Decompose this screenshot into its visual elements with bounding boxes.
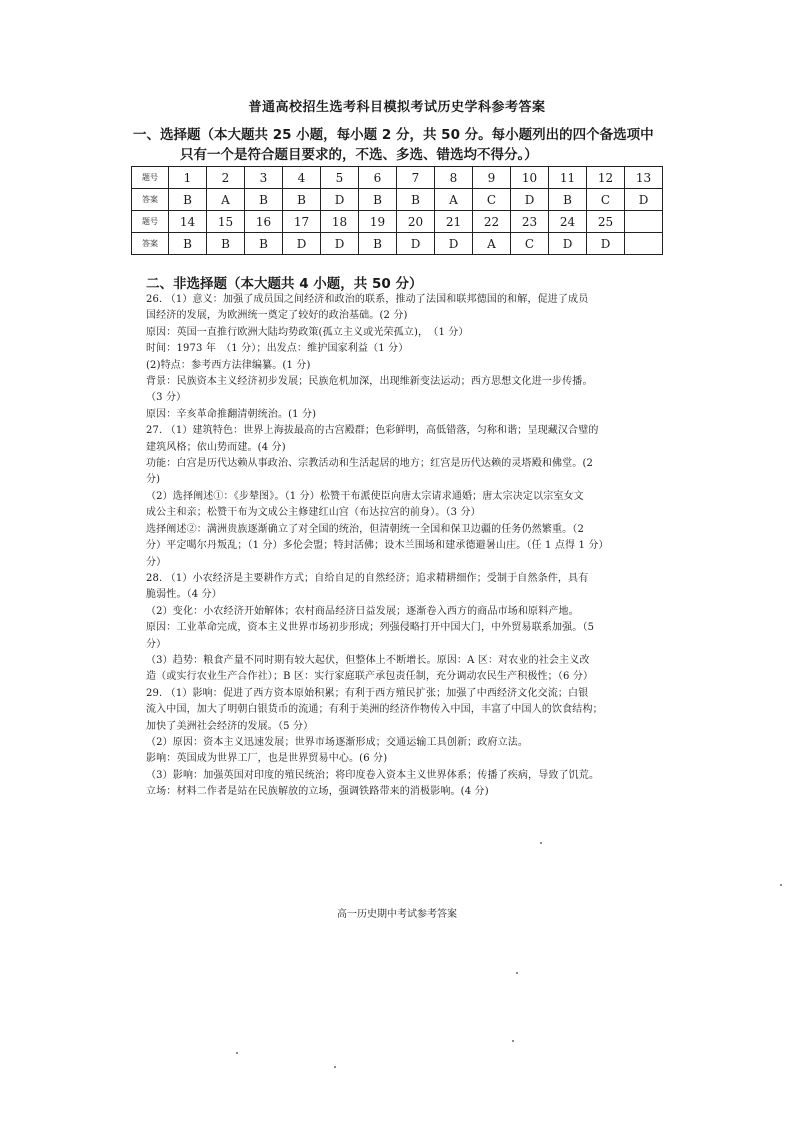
section1-heading-line2: 只有一个是符合题目要求的，不选、多选、错选均不得分。） bbox=[180, 147, 538, 163]
table-cell: B bbox=[169, 189, 207, 211]
answer-line: 分） bbox=[146, 556, 167, 568]
answer-line: 分）平定噶尔丹叛乱；（1 分）多伦会盟；特封活佛；设木兰围场和建承德避暑山庄。（任 1 点得 1 分） bbox=[146, 540, 609, 552]
table-cell: 8 bbox=[435, 167, 473, 189]
table-cell: 24 bbox=[549, 211, 587, 233]
table-cell: 15 bbox=[207, 211, 245, 233]
answer-line: 26. （1）意义：加强了成员国之间经济和政治的联系，推动了法国和联邦德国的和解，促进了成员 bbox=[146, 294, 589, 305]
table-cell: C bbox=[587, 189, 625, 211]
answer-line: 成公主和亲；松赞干布为文成公主修建红山宫（布达拉宫的前身）。（3 分） bbox=[146, 507, 481, 519]
table-cell: B bbox=[245, 233, 283, 255]
answer-line: （2）变化：小农经济开始解体；农村商品经济日益发展；逐渐卷入西方的商品市场和原料产地。 bbox=[146, 605, 579, 617]
table-header-cell: 题号 bbox=[132, 211, 169, 233]
table-cell: 12 bbox=[587, 167, 625, 189]
table-cell: 13 bbox=[625, 167, 663, 189]
table-cell: D bbox=[321, 233, 359, 255]
table-row-answer-1 bbox=[132, 189, 663, 211]
table-cell: 1 bbox=[169, 167, 207, 189]
scan-speck bbox=[334, 1066, 336, 1068]
table-cell bbox=[625, 233, 663, 255]
table-cell: 7 bbox=[397, 167, 435, 189]
document-title: 普通高校招生选考科目模拟考试历史学科参考答案 bbox=[248, 100, 546, 115]
table-cell: 4 bbox=[283, 167, 321, 189]
answer-line: 分) bbox=[146, 474, 161, 486]
table-cell: 6 bbox=[359, 167, 397, 189]
scan-speck bbox=[516, 972, 518, 974]
section2-heading: 二、非选择题（本大题共 4 小题，共 50 分） bbox=[146, 276, 423, 292]
answer-line: 功能：白宫是历代达赖从事政治、宗教活动和生活起居的地方；红宫是历代达赖的灵塔殿和佛堂。(2 bbox=[146, 458, 594, 470]
answer-line: （3）趋势：粮食产量不同时期有较大起伏，但整体上不断增长。原因：A 区：对农业的社会主义改 bbox=[146, 654, 590, 666]
scan-speck bbox=[780, 884, 782, 886]
table-cell: B bbox=[207, 233, 245, 255]
answer-line: 分） bbox=[146, 638, 167, 650]
table-cell: D bbox=[511, 189, 549, 211]
table-row-question-1 bbox=[132, 167, 663, 189]
section1-heading-line1: 一、选择题（本大题共 25 小题，每小题 2 分，共 50 分。每小题列出的四个备选项中 bbox=[133, 127, 654, 143]
answer-line: （2）选择阐述①：《步辇图》。（1 分）松赞干布派使臣向唐太宗请求通婚；唐太宗决定以宗室女文 bbox=[146, 490, 584, 502]
table-cell: 25 bbox=[587, 211, 625, 233]
table-cell: 11 bbox=[549, 167, 587, 189]
table-header-cell: 答案 bbox=[132, 189, 169, 211]
table-header-cell: 答案 bbox=[132, 233, 169, 255]
table-cell: B bbox=[549, 189, 587, 211]
table-cell: 3 bbox=[245, 167, 283, 189]
scan-speck bbox=[540, 842, 542, 844]
table-cell: D bbox=[321, 189, 359, 211]
table-cell: 23 bbox=[511, 211, 549, 233]
table-cell: D bbox=[549, 233, 587, 255]
answer-table bbox=[131, 166, 663, 255]
answer-line: 29. （1）影响：促进了西方资本原始积累；有利于西方殖民扩张；加强了中西经济文化交流；白银 bbox=[146, 687, 589, 699]
answer-line: （3）影响：加强英国对印度的殖民统治；将印度卷入资本主义世界体系；传播了疾病，导致了饥荒。 bbox=[146, 769, 600, 781]
table-cell: B bbox=[245, 189, 283, 211]
table-cell: B bbox=[397, 189, 435, 211]
table-cell: 20 bbox=[397, 211, 435, 233]
page-footer: 高一历史期中考试参考答案 bbox=[337, 909, 457, 920]
answer-line: 27. （1）建筑特色：世界上海拔最高的古宫殿群；色彩鲜明，高低错落，匀称和谐；呈现藏汉合璧的 bbox=[146, 425, 599, 437]
answer-line: （2）原因：资本主义迅速发展；世界市场逐渐形成；交通运输工具创新；政府立法。 bbox=[146, 736, 529, 748]
answer-line: 建筑风格；依山势而建。(4 分) bbox=[146, 441, 286, 453]
answer-line: 28. （1）小农经济是主要耕作方式；自给自足的自然经济；追求精耕细作；受制于自然条件，具有 bbox=[146, 572, 589, 584]
table-cell: 22 bbox=[473, 211, 511, 233]
answer-line: 背景：民族资本主义经济初步发展；民族危机加深，出现维新变法运动；西方思想文化进一步传播。 bbox=[146, 376, 593, 388]
table-cell: 2 bbox=[207, 167, 245, 189]
table-cell: A bbox=[435, 189, 473, 211]
answer-line: 时间：1973 年 （1 分）；出发点：维护国家利益（1 分） bbox=[146, 343, 409, 355]
table-cell: 16 bbox=[245, 211, 283, 233]
table-cell: A bbox=[473, 233, 511, 255]
table-cell: 10 bbox=[511, 167, 549, 189]
table-cell: D bbox=[587, 233, 625, 255]
scan-speck bbox=[236, 1052, 238, 1054]
table-cell bbox=[625, 211, 663, 233]
table-cell: 18 bbox=[321, 211, 359, 233]
answer-line: 选择阐述②：满洲贵族逐渐确立了对全国的统治，但清朝统一全国和保卫边疆的任务仍然繁重。（2 bbox=[146, 523, 584, 535]
table-cell: 5 bbox=[321, 167, 359, 189]
table-cell: B bbox=[283, 189, 321, 211]
table-cell: D bbox=[283, 233, 321, 255]
answer-line: 加快了美洲社会经济的发展。（5 分） bbox=[146, 720, 314, 732]
table-cell: C bbox=[473, 189, 511, 211]
scan-speck bbox=[512, 1040, 514, 1042]
table-cell: 21 bbox=[435, 211, 473, 233]
table-cell: D bbox=[397, 233, 435, 255]
answer-line: 造（或实行农业生产合作社）；B 区：实行家庭联产承包责任制，充分调动农民生产积极性；（6 分） bbox=[146, 671, 594, 683]
table-cell: B bbox=[359, 189, 397, 211]
answer-line: 原因：英国一直推行欧洲大陆均势政策(孤立主义或光荣孤立)， （1 分） bbox=[146, 326, 469, 338]
table-row-answer-2 bbox=[132, 233, 663, 255]
table-cell: 17 bbox=[283, 211, 321, 233]
answer-line: 脆弱性。（4 分） bbox=[146, 589, 222, 601]
table-cell: 9 bbox=[473, 167, 511, 189]
table-cell: 19 bbox=[359, 211, 397, 233]
table-cell: D bbox=[625, 189, 663, 211]
answer-line: 立场：材料二作者是站在民族解放的立场，强调铁路带来的消极影响。(4 分) bbox=[146, 786, 489, 798]
answer-line: 原因：辛亥革命推翻清朝统治。(1 分) bbox=[146, 408, 317, 420]
answer-line: 流入中国，加大了明朝白银货币的流通；有利于美洲的经济作物传入中国，丰富了中国人的饮食结构； bbox=[146, 704, 603, 716]
table-cell: B bbox=[169, 233, 207, 255]
table-cell: C bbox=[511, 233, 549, 255]
answer-line: 影响：英国成为世界工厂，也是世界贸易中心。(6 分) bbox=[146, 753, 388, 765]
table-cell: A bbox=[207, 189, 245, 211]
answer-line: （3 分） bbox=[146, 392, 187, 404]
table-header-cell: 题号 bbox=[132, 167, 169, 189]
answer-line: 原因：工业革命完成，资本主义世界市场初步形成；列强侵略打开中国大门，中外贸易联系加强。（5 bbox=[146, 622, 595, 634]
table-cell: B bbox=[359, 233, 397, 255]
answer-line: 国经济的发展，为欧洲统一奠定了较好的政治基础。(2 分) bbox=[146, 310, 408, 322]
table-cell: 14 bbox=[169, 211, 207, 233]
answer-line: (2)特点：参考西方法律编纂。(1 分) bbox=[146, 359, 311, 371]
table-cell: D bbox=[435, 233, 473, 255]
answer-body-text bbox=[146, 292, 678, 801]
table-row-question-2 bbox=[132, 211, 663, 233]
